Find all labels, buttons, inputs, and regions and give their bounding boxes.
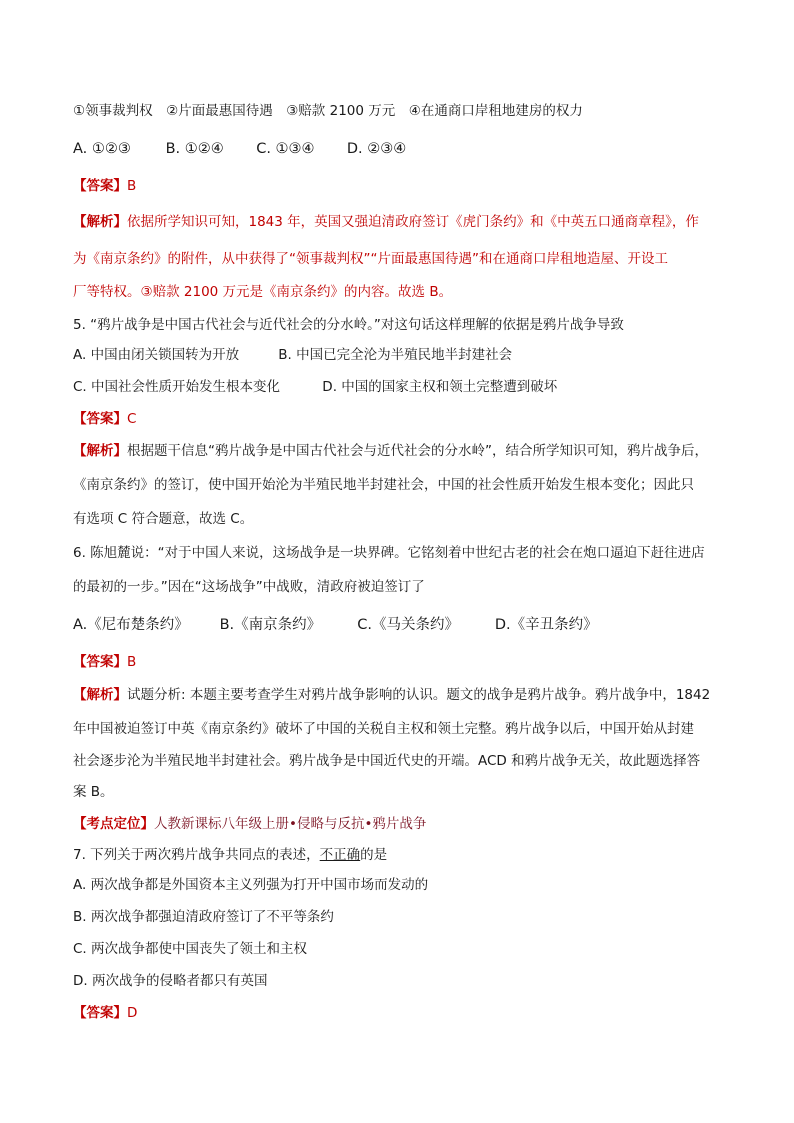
q7-stem-underlined: 不正确 xyxy=(319,847,361,863)
analysis-tag: 【解析】 xyxy=(73,214,127,230)
q7-stem xyxy=(73,846,387,864)
q6-option-d: D.《辛丑条约》 xyxy=(494,617,598,633)
answer-tag: 【答案】 xyxy=(73,411,127,427)
q5-option-b: B. 中国已完全沦为半殖民地半封建社会 xyxy=(278,347,513,363)
q7-option-b: B. 两次战争都强迫清政府签订了不平等条约 xyxy=(73,909,334,925)
q5-options-row-1 xyxy=(73,346,512,364)
q6-option-b: B.《南京条约》 xyxy=(219,617,322,633)
q6-options xyxy=(73,616,598,634)
analysis-tag: 【解析】 xyxy=(73,443,127,459)
q4-option-a: A. ①②③ xyxy=(73,141,131,157)
answer-value: C xyxy=(127,411,137,427)
q5-analysis-line-1 xyxy=(73,442,708,460)
answer-value: D xyxy=(127,1005,138,1021)
q6-option-a: A.《尼布楚条约》 xyxy=(73,617,189,633)
analysis-text: 根据题干信息“鸦片战争是中国古代社会与近代社会的分水岭”，结合所学知识可知，鸦片战争后， xyxy=(127,443,708,459)
q5-analysis-line-3: 有选项 C 符合题意，故选 C。 xyxy=(73,511,254,527)
q7-option-a: A. 两次战争都是外国资本主义列强为打开中国市场而发动的 xyxy=(73,877,429,893)
answer-value: B xyxy=(127,178,137,194)
q7-stem-suffix: 的是 xyxy=(360,847,388,863)
q5-option-a: A. 中国由闭关锁国转为开放 xyxy=(73,347,240,363)
q6-analysis-line-4: 案 B。 xyxy=(73,784,114,800)
q5-option-c: C. 中国社会性质开始发生根本变化 xyxy=(73,379,281,395)
q7-option-d: D. 两次战争的侵略者都只有英国 xyxy=(73,973,268,989)
q4-option-d: D. ②③④ xyxy=(346,141,407,157)
q7-option-c: C. 两次战争都使中国丧失了领土和主权 xyxy=(73,941,308,957)
q4-analysis-line-3: 厂等特权。③赔款 2100 万元是《南京条约》的内容。故选 B。 xyxy=(73,284,453,300)
q6-point xyxy=(73,815,426,833)
point-tag: 【考点定位】 xyxy=(73,816,154,832)
point-text: 人教新课标八年级上册•侵略与反抗•鸦片战争 xyxy=(154,816,427,832)
q6-stem-line-2: 的最初的一步。”因在“这场战争”中战败，清政府被迫签订了 xyxy=(73,579,425,595)
q5-options-row-2 xyxy=(73,378,557,396)
q4-option-c: C. ①③④ xyxy=(256,141,315,157)
answer-tag: 【答案】 xyxy=(73,1005,127,1021)
q5-analysis-line-2: 《南京条约》的签订，使中国开始沦为半殖民地半封建社会，中国的社会性质开始发生根本变化；因此只 xyxy=(73,477,694,493)
answer-tag: 【答案】 xyxy=(73,654,127,670)
q5-answer xyxy=(73,410,136,428)
answer-value: B xyxy=(127,654,137,670)
q7-stem-prefix: 7. 下列关于两次鸦片战争共同点的表述， xyxy=(73,847,320,863)
q4-option-b: B. ①②④ xyxy=(165,141,224,157)
analysis-tag: 【解析】 xyxy=(73,687,127,703)
answer-tag: 【答案】 xyxy=(73,178,127,194)
q6-analysis-line-2: 年中国被迫签订中英《南京条约》破坏了中国的关税自主权和领土完整。鸦片战争以后，中国开始从封建 xyxy=(73,721,694,737)
q6-analysis-line-1 xyxy=(73,686,710,704)
q6-stem-line-1: 6. 陈旭麓说：“对于中国人来说，这场战争是一块界碑。它铭刻着中世纪古老的社会在炮口逼迫下赶往进店 xyxy=(73,545,705,561)
q6-analysis-line-3: 社会逐步沦为半殖民地半封建社会。鸦片战争是中国近代史的开端。ACD 和鸦片战争无关，故此题选择答 xyxy=(73,753,701,769)
q7-answer xyxy=(73,1004,137,1022)
analysis-text: 试题分析: 本题主要考查学生对鸦片战争影响的认识。题文的战争是鸦片战争。鸦片战争中，1842 xyxy=(127,687,711,703)
analysis-text: 依据所学知识可知，1843 年，英国又强迫清政府签订《虎门条约》和《中英五口通商章程》，作 xyxy=(127,214,699,230)
q5-stem: 5. “鸦片战争是中国古代社会与近代社会的分水岭。”对这句话这样理解的依据是鸦片战争导致 xyxy=(73,317,624,333)
q6-answer xyxy=(73,653,136,671)
q4-analysis-line-1 xyxy=(73,213,699,231)
q4-items: ①领事裁判权 ②片面最惠国待遇 ③赔款 2100 万元 ④在通商口岸租地建房的权力 xyxy=(73,103,583,119)
q5-option-d: D. 中国的国家主权和领土完整遭到破坏 xyxy=(322,379,558,395)
q6-option-c: C.《马关条约》 xyxy=(357,617,459,633)
q4-options xyxy=(73,140,406,158)
q4-analysis-line-2: 为《南京条约》的附件，从中获得了“领事裁判权”“片面最惠国待遇”和在通商口岸租地造屋、开设工 xyxy=(73,251,668,267)
q4-answer xyxy=(73,177,136,195)
